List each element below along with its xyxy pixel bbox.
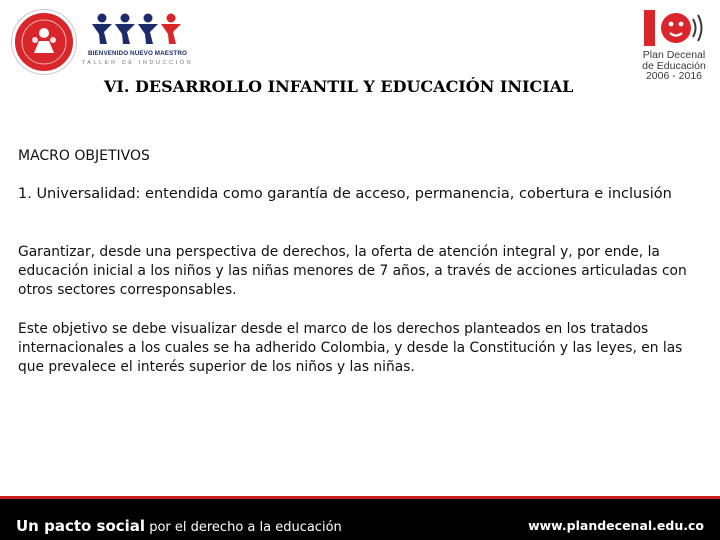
footer-accent-line [0,496,720,499]
objective-heading: 1. Universalidad: entendida como garantía de acceso, permanencia, cobertura e inclusión [18,186,672,202]
logo-brand-text: BIENVENIDO NUEVO MAESTRO [88,50,187,57]
slogan-strong: Un pacto social [16,517,146,535]
plan-decenal-line-2: de Educación [642,59,706,72]
ten-years-icon [634,8,714,50]
aprende-maestro-logo [12,10,76,74]
slogan-rest: por el derecho a la educación [145,520,342,535]
logo-sub-text: TALLER DE INDUCCIÓN [81,60,194,66]
footer-bar [0,496,720,540]
slide-title: VI. DESARROLLO INFANTIL Y EDUCACIÓN INICIAL [104,77,574,96]
footer-slogan [16,516,342,535]
people-figures-icon [80,10,195,50]
footer-url-link[interactable]: www.plandecenal.edu.co [528,518,704,533]
plan-decenal-line-1: Plan Decenal [642,49,706,61]
plan-decenal-years: 2006 - 2016 [645,70,703,82]
bienvenido-nuevo-maestro-logo [80,10,195,66]
paragraph-1: Garantizar, desde una perspectiva de derechos, la oferta de atención integral y, por ende, la educación inicial a los niños y las niñas menores de 7 años, a través de acciones articuladas con otros sectores corresponsables. [18,244,687,298]
teacher-emblem-icon [15,13,73,71]
section-label: MACRO OBJETIVOS [18,148,150,164]
plan-decenal-logo [634,8,714,86]
paragraph-2: Este objetivo se debe visualizar desde el marco de los derechos planteados en los tratados internacionales a los cuales se ha adherido Colombia, y desde la Constitución y las leyes, en las que prevalece el interés superior de los niños y las niñas. [18,321,683,375]
